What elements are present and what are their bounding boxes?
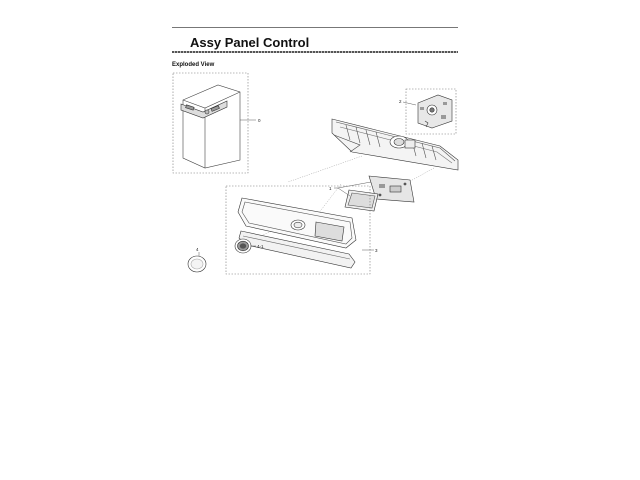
page-title: Assy Panel Control [190,35,310,50]
section-label: Exploded View [172,62,215,68]
callout-4: 4 [196,247,199,252]
callout-4-1: 4-1 [257,244,264,249]
appliance-overview [173,73,256,173]
knob-cap [188,252,206,272]
callout-3: 3 [375,248,378,253]
control-board-box [403,89,456,134]
panel-frame [332,119,458,170]
callout-1: 1 [329,186,332,191]
display-window [345,190,378,211]
callout-2: 2 [399,99,402,104]
callout-0: 0 [258,118,261,123]
